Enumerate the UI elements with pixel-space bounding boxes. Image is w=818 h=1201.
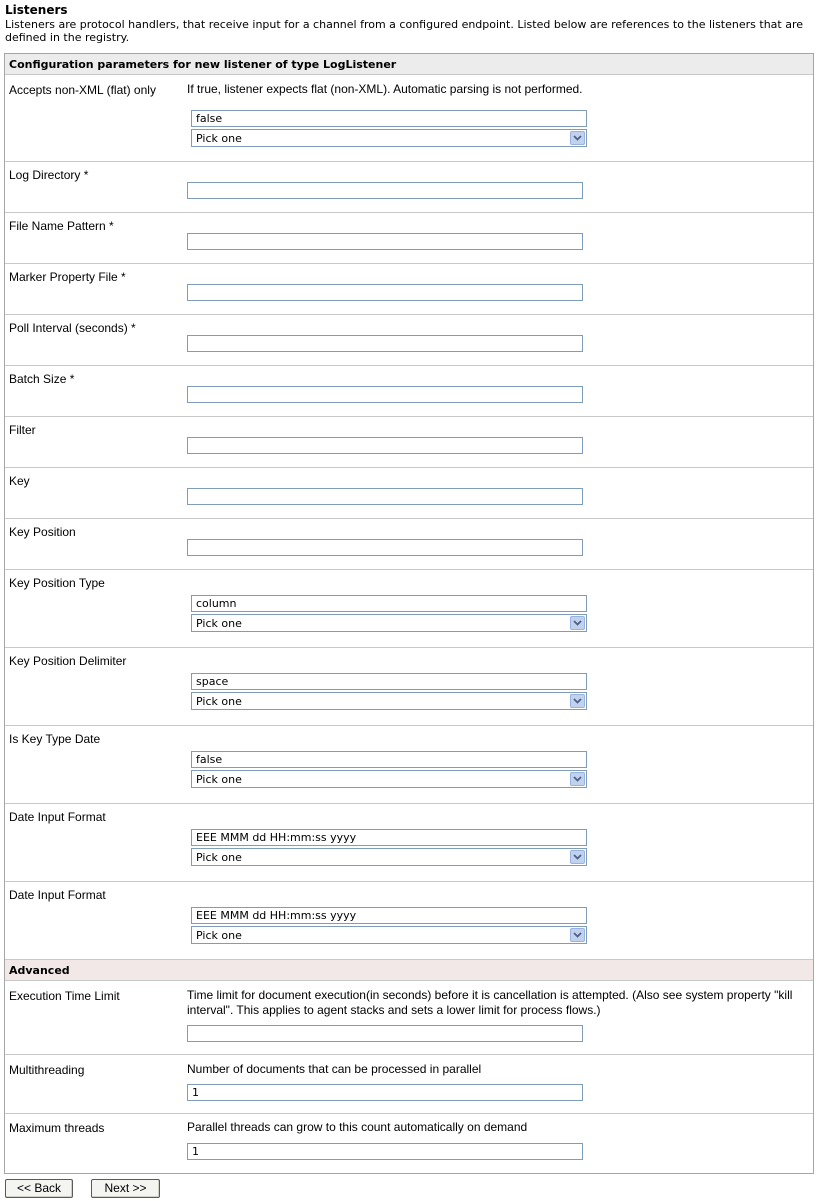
- marker-property-file-input[interactable]: [187, 284, 583, 301]
- log-directory-label: Log Directory *: [9, 168, 89, 182]
- maximum-threads-label: Maximum threads: [9, 1121, 105, 1135]
- key-position-type-select[interactable]: [191, 614, 587, 632]
- row-key-position: [5, 519, 813, 570]
- row-multithreading: [5, 1055, 813, 1114]
- is-key-type-date-select-text: Pick one: [196, 773, 242, 786]
- row-log-directory: [5, 162, 813, 213]
- date-input-format-1-select[interactable]: [191, 848, 587, 866]
- key-position-delimiter-select[interactable]: [191, 692, 587, 710]
- key-position-type-label: Key Position Type: [9, 576, 105, 590]
- multithreading-hint: Number of documents that can be processed in parallel: [187, 1062, 482, 1076]
- config-form-table: [4, 53, 814, 1174]
- date-input-format-1-value[interactable]: EEE MMM dd HH:mm:ss yyyy: [191, 829, 587, 846]
- config-section-header: [5, 54, 813, 75]
- date-input-format-2-value[interactable]: EEE MMM dd HH:mm:ss yyyy: [191, 907, 587, 924]
- key-position-delimiter-select-text: Pick one: [196, 695, 242, 708]
- row-key: [5, 468, 813, 519]
- filter-input[interactable]: [187, 437, 583, 454]
- key-position-type-value[interactable]: column: [191, 595, 587, 612]
- poll-interval-label: Poll Interval (seconds) *: [9, 321, 136, 335]
- key-position-delimiter-value[interactable]: space: [191, 673, 587, 690]
- filter-label: Filter: [9, 423, 36, 437]
- chevron-down-icon[interactable]: [570, 772, 585, 786]
- row-marker-property-file: [5, 264, 813, 315]
- row-date-input-format-1: [5, 804, 813, 882]
- accepts-nonxml-label: Accepts non-XML (flat) only: [9, 83, 156, 97]
- execution-time-limit-hint: Time limit for document execution(in seconds) before it is cancellation is attempted. (Also see system property "kill interval". This applies to agent stacks and sets a lower limit for process flows.): [187, 988, 793, 1017]
- key-position-delimiter-label: Key Position Delimiter: [9, 654, 127, 668]
- is-key-type-date-select[interactable]: [191, 770, 587, 788]
- back-button[interactable]: << Back: [5, 1179, 73, 1198]
- accepts-nonxml-select-text: Pick one: [196, 132, 242, 145]
- config-section-title: Configuration parameters for new listener of type LogListener: [9, 58, 397, 71]
- log-directory-input[interactable]: [187, 182, 583, 199]
- multithreading-input[interactable]: 1: [187, 1084, 583, 1101]
- chevron-down-icon[interactable]: [570, 694, 585, 708]
- is-key-type-date-label: Is Key Type Date: [9, 732, 101, 746]
- date-input-format-2-label: Date Input Format: [9, 888, 106, 902]
- execution-time-limit-label: Execution Time Limit: [9, 989, 120, 1003]
- key-position-input[interactable]: [187, 539, 583, 556]
- key-input[interactable]: [187, 488, 583, 505]
- row-filter: [5, 417, 813, 468]
- poll-interval-input[interactable]: [187, 335, 583, 352]
- key-position-type-select-text: Pick one: [196, 617, 242, 630]
- row-file-name-pattern: [5, 213, 813, 264]
- key-label: Key: [9, 474, 30, 488]
- execution-time-limit-input[interactable]: [187, 1025, 583, 1042]
- marker-property-file-label: Marker Property File *: [9, 270, 126, 284]
- chevron-down-icon[interactable]: [570, 616, 585, 630]
- accepts-nonxml-hint: If true, listener expects flat (non-XML). Automatic parsing is not performed.: [187, 82, 583, 96]
- accepts-nonxml-value[interactable]: false: [191, 110, 587, 127]
- row-key-position-delimiter: [5, 648, 813, 726]
- file-name-pattern-label: File Name Pattern *: [9, 219, 114, 233]
- chevron-down-icon[interactable]: [570, 928, 585, 942]
- row-maximum-threads: [5, 1114, 813, 1173]
- batch-size-label: Batch Size *: [9, 372, 75, 386]
- advanced-section-header: [5, 960, 813, 981]
- date-input-format-2-select-text: Pick one: [196, 929, 242, 942]
- next-button[interactable]: Next >>: [91, 1179, 160, 1198]
- is-key-type-date-value[interactable]: false: [191, 751, 587, 768]
- row-execution-time-limit: [5, 981, 813, 1055]
- chevron-down-icon[interactable]: [570, 850, 585, 864]
- row-batch-size: [5, 366, 813, 417]
- row-poll-interval: [5, 315, 813, 366]
- key-position-label: Key Position: [9, 525, 76, 539]
- multithreading-label: Multithreading: [9, 1063, 85, 1077]
- maximum-threads-hint: Parallel threads can grow to this count automatically on demand: [187, 1120, 528, 1134]
- maximum-threads-input[interactable]: 1: [187, 1143, 583, 1160]
- row-is-key-type-date: [5, 726, 813, 804]
- date-input-format-2-select[interactable]: [191, 926, 587, 944]
- page-description: Listeners are protocol handlers, that receive input for a channel from a configured endpoint. Listed below are references to the listeners that are defined in the registry.: [5, 18, 804, 44]
- row-accepts-nonxml: [5, 75, 813, 162]
- row-key-position-type: [5, 570, 813, 648]
- file-name-pattern-input[interactable]: [187, 233, 583, 250]
- date-input-format-1-select-text: Pick one: [196, 851, 242, 864]
- advanced-section-title: Advanced: [9, 964, 70, 977]
- date-input-format-1-label: Date Input Format: [9, 810, 106, 824]
- accepts-nonxml-select[interactable]: [191, 129, 587, 147]
- chevron-down-icon[interactable]: [570, 131, 585, 145]
- batch-size-input[interactable]: [187, 386, 583, 403]
- page-title: Listeners: [5, 3, 68, 17]
- row-date-input-format-2: [5, 882, 813, 960]
